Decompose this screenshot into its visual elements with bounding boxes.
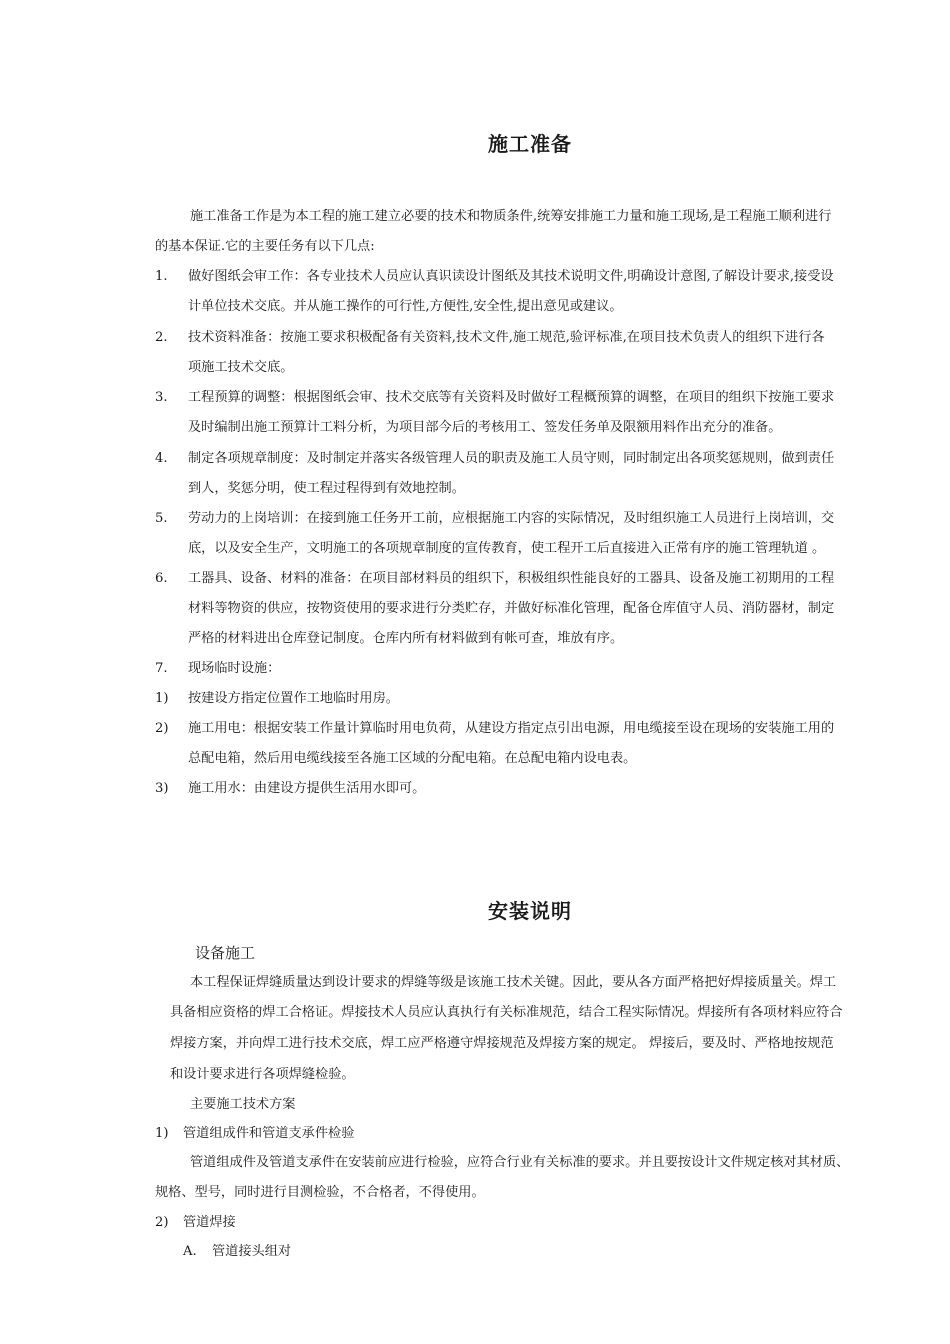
list-item-line: 严格的材料进出仓库登记制度。仓库内所有材料做到有帐可查，堆放有序。 [188, 631, 624, 646]
body-line: 具备相应资格的焊工合格证。焊接技术人员应认真执行有关标准规范，结合工程实际情况。焊接所有各项材料应符合 [170, 1005, 843, 1020]
sublist-number: 1) [155, 691, 169, 706]
list-item-line: 现场临时设施： [188, 661, 281, 676]
intro-line: 的基本保证.它的主要任务有以下几点: [155, 239, 375, 254]
list-item-line: 工程预算的调整：根据图纸会审、技术交底等有关资料及时做好工程概预算的调整，在项目的组织下按施工要求 [188, 390, 835, 405]
sublist-letter: A. [183, 1244, 197, 1259]
list-item-line: 劳动力的上岗培训：在接到施工任务开工前，应根据施工内容的实际情况，及时组织施工人员进行上岗培训，交 [188, 511, 835, 526]
body-line: 规格、型号，同时进行目测检验，不合格者，不得使用。 [155, 1185, 485, 1200]
list-item-line: 制定各项规章制度：及时制定并落实各级管理人员的职责及施工人员守则，同时制定出各项奖惩规则，做到责任 [188, 451, 835, 466]
section-title-installation: 安装说明 [488, 899, 572, 923]
section-title-construction-prep: 施工准备 [488, 132, 572, 156]
sublist-number: 1) [155, 1126, 169, 1141]
list-item-line: 工器具、设备、材料的准备：在项目部材料员的组织下，积极组织性能良好的工器具、设备及施工初期用的工程 [188, 571, 835, 586]
list-number: 7. [155, 661, 168, 676]
sublist-number: 3) [155, 781, 169, 796]
item-title: 管道焊接 [183, 1215, 236, 1230]
body-line: 和设计要求进行各项焊缝检验。 [170, 1067, 355, 1082]
list-item-line: 底，以及安全生产，文明施工的各项规章制度的宣传教育，使工程开工后直接进入正常有序的施工管理轨道 。 [188, 541, 826, 556]
list-number: 1. [155, 269, 168, 284]
sublist-item-line: 总配电箱，然后用电缆线接至各施工区域的分配电箱。在总配电箱内设电表。 [188, 751, 637, 766]
intro-line: 施工准备工作是为本工程的施工建立必要的技术和物质条件,统筹安排施工力量和施工现场,是工程施工顺利进行 [190, 209, 832, 224]
body-line: 本工程保证焊缝质量达到设计要求的焊缝等级是该施工技术关键。因此，要从各方面严格把好焊接质量关。焊工 [190, 975, 837, 990]
list-item-line: 到人，奖惩分明，使工程过程得到有效地控制。 [188, 481, 465, 496]
list-item-line: 做好图纸会审工作：各专业技术人员应认真识读设计图纸及其技术说明文件,明确设计意图,了解设计要求,接受设 [188, 269, 834, 284]
plan-title: 主要施工技术方案 [190, 1097, 296, 1112]
body-line: 焊接方案，并向焊工进行技术交底，焊工应严格遵守焊接规范及焊接方案的规定。 焊接后，要及时、严格地按规范 [170, 1036, 834, 1051]
body-line: 管道组成件及管道支承件在安装前应进行检验，应符合行业有关标准的要求。并且要按设计文件规定核对其材质、 [190, 1155, 850, 1170]
list-item-line: 材料等物资的供应，按物资使用的要求进行分类贮存，并做好标准化管理，配备仓库值守人员、消防器材，制定 [188, 601, 835, 616]
sublist-number: 2) [155, 721, 169, 736]
item-title: 管道组成件和管道支承件检验 [183, 1126, 355, 1141]
list-number: 3. [155, 390, 168, 405]
sublist-item-line: 施工用电：根据安装工作量计算临时用电负荷，从建设方指定点引出电源，用电缆接至设在现场的安装施工用的 [188, 721, 835, 736]
list-number: 6. [155, 571, 168, 586]
subsection-title: 设备施工 [195, 944, 256, 962]
list-item-line: 项施工技术交底。 [188, 360, 294, 375]
list-item-line: 技术资料准备：按施工要求积极配备有关资料,技术文件,施工规范,验评标准,在项目技术负责人的组织下进行各 [188, 330, 825, 345]
sublist-number: 2) [155, 1215, 169, 1230]
sublist-item-line: 按建设方指定位置作工地临时用房。 [188, 691, 399, 706]
item-title: 管道接头组对 [212, 1244, 292, 1259]
list-item-line: 及时编制出施工预算计工料分析，为项目部今后的考核用工、签发任务单及限额用料作出充分的准备。 [188, 420, 782, 435]
list-item-line: 计单位技术交底。并从施工操作的可行性,方便性,安全性,提出意见或建议。 [188, 299, 623, 314]
list-number: 4. [155, 451, 168, 466]
list-number: 2. [155, 330, 168, 345]
list-number: 5. [155, 511, 168, 526]
sublist-item-line: 施工用水：由建设方提供生活用水即可。 [188, 781, 426, 796]
